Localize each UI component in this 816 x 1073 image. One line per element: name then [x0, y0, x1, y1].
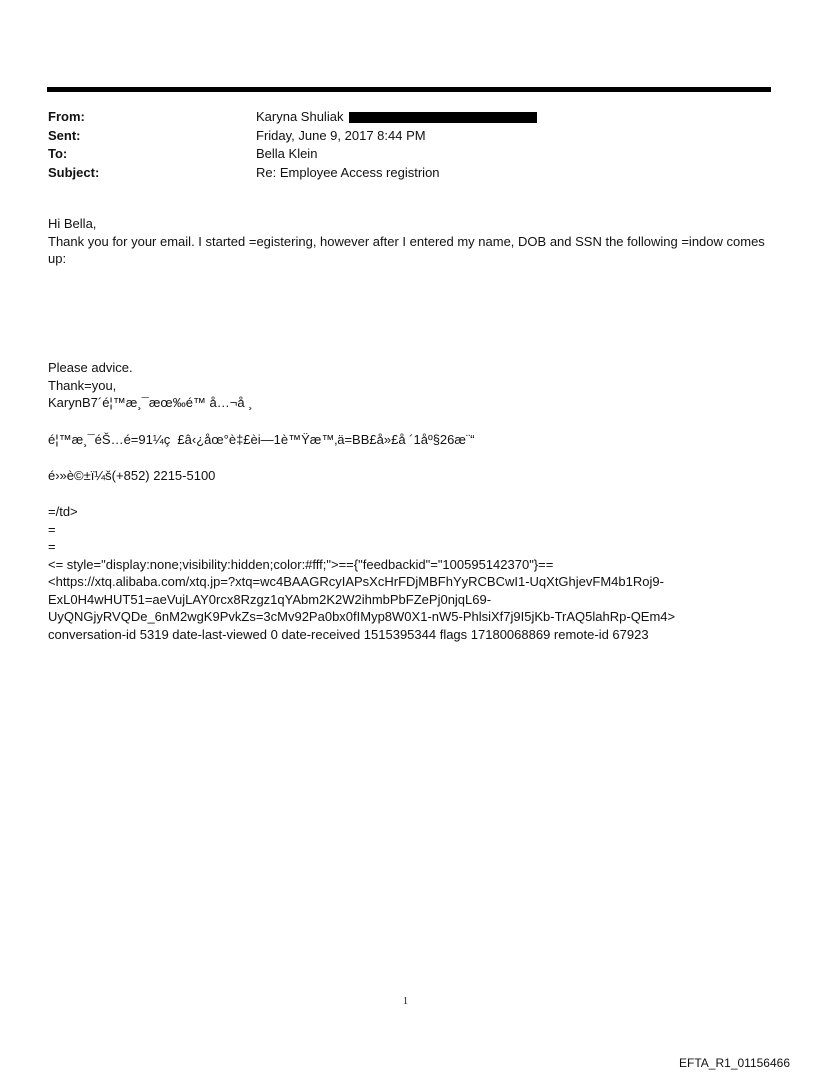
phone-line: é›»è©±ï¼š(+852) 2215-5100 — [48, 468, 216, 483]
sent-value: Friday, June 9, 2017 8:44 PM — [256, 127, 426, 143]
style-line: <= style="display:none;visibility:hidden;color:#fff;">=={"feedbackid"="100595142370"}== — [48, 556, 554, 572]
subject-value: Re: Employee Access registrion — [256, 164, 440, 180]
greeting: Hi Bella, — [48, 216, 97, 231]
from-row — [48, 108, 537, 127]
address-block — [48, 431, 768, 449]
page-number: 1 — [403, 996, 408, 1007]
bates-number: EFTA_R1_01156466 — [679, 1056, 790, 1070]
address-line: é¦™æ¸¯éŠ…é=91¼ç £â‹¿åœ°è‡£èi—1è™Ÿæ™‚ä=BB£å»£å ´1åº§26æ¨“ — [48, 432, 475, 447]
subject-row — [48, 164, 537, 183]
equals-line: = — [48, 521, 56, 537]
from-label: From: — [48, 109, 85, 124]
td-line: =/td> — [48, 504, 78, 519]
advice-line: Please advice. — [48, 360, 133, 375]
header-rule — [47, 87, 771, 92]
signature-line: KarynB7´é¦™æ¸¯æœ‰é™ å…¬å ¸ — [48, 395, 253, 410]
url-line: <https://xtq.alibaba.com/xtq.jp=?xtq=wc4BAAGRcyIAPsXcHrFDjMBFhYyRCBCwI1-UqXtGhjevFM4b1Roj9- — [48, 574, 664, 589]
message-intro — [48, 215, 768, 268]
sent-label: Sent: — [48, 127, 81, 143]
from-value — [256, 108, 537, 127]
phone-block — [48, 467, 768, 485]
metadata-line: conversation-id 5319 date-last-viewed 0 date-received 1515395344 flags 17180068869 remote-id 67923 — [48, 626, 649, 642]
to-row — [48, 145, 537, 164]
thanks-line: Thank=you, — [48, 377, 117, 393]
to-value: Bella Klein — [256, 146, 318, 161]
url-line: UyQNGjyRVQDe_6nM2wgK9PvkZs=3cMv92Pa0bx0fIMyp8W0X1-nW5-PhlsiXf7j9I5jKb-TrAQ5lahRp-QEm4> — [48, 609, 676, 624]
url-line: ExL0H4wHUT51=aeVujLAY0rcx8Rzgz1qYAbm2K2W2ihmbPbFZePj0njqL69- — [48, 591, 492, 607]
message-closing — [48, 359, 768, 412]
raw-markup-block — [48, 503, 768, 643]
email-header — [48, 108, 537, 182]
sender-name: Karyna Shuliak — [256, 109, 344, 124]
message-paragraph: Thank you for your email. I started =egistering, however after I entered my name, DOB and SSN the following =indow comes up: — [48, 233, 765, 266]
to-label: To: — [48, 146, 68, 161]
sent-row — [48, 127, 537, 146]
subject-label: Subject: — [48, 164, 100, 180]
redacted-email — [349, 112, 537, 123]
equals-line: = — [48, 539, 56, 554]
